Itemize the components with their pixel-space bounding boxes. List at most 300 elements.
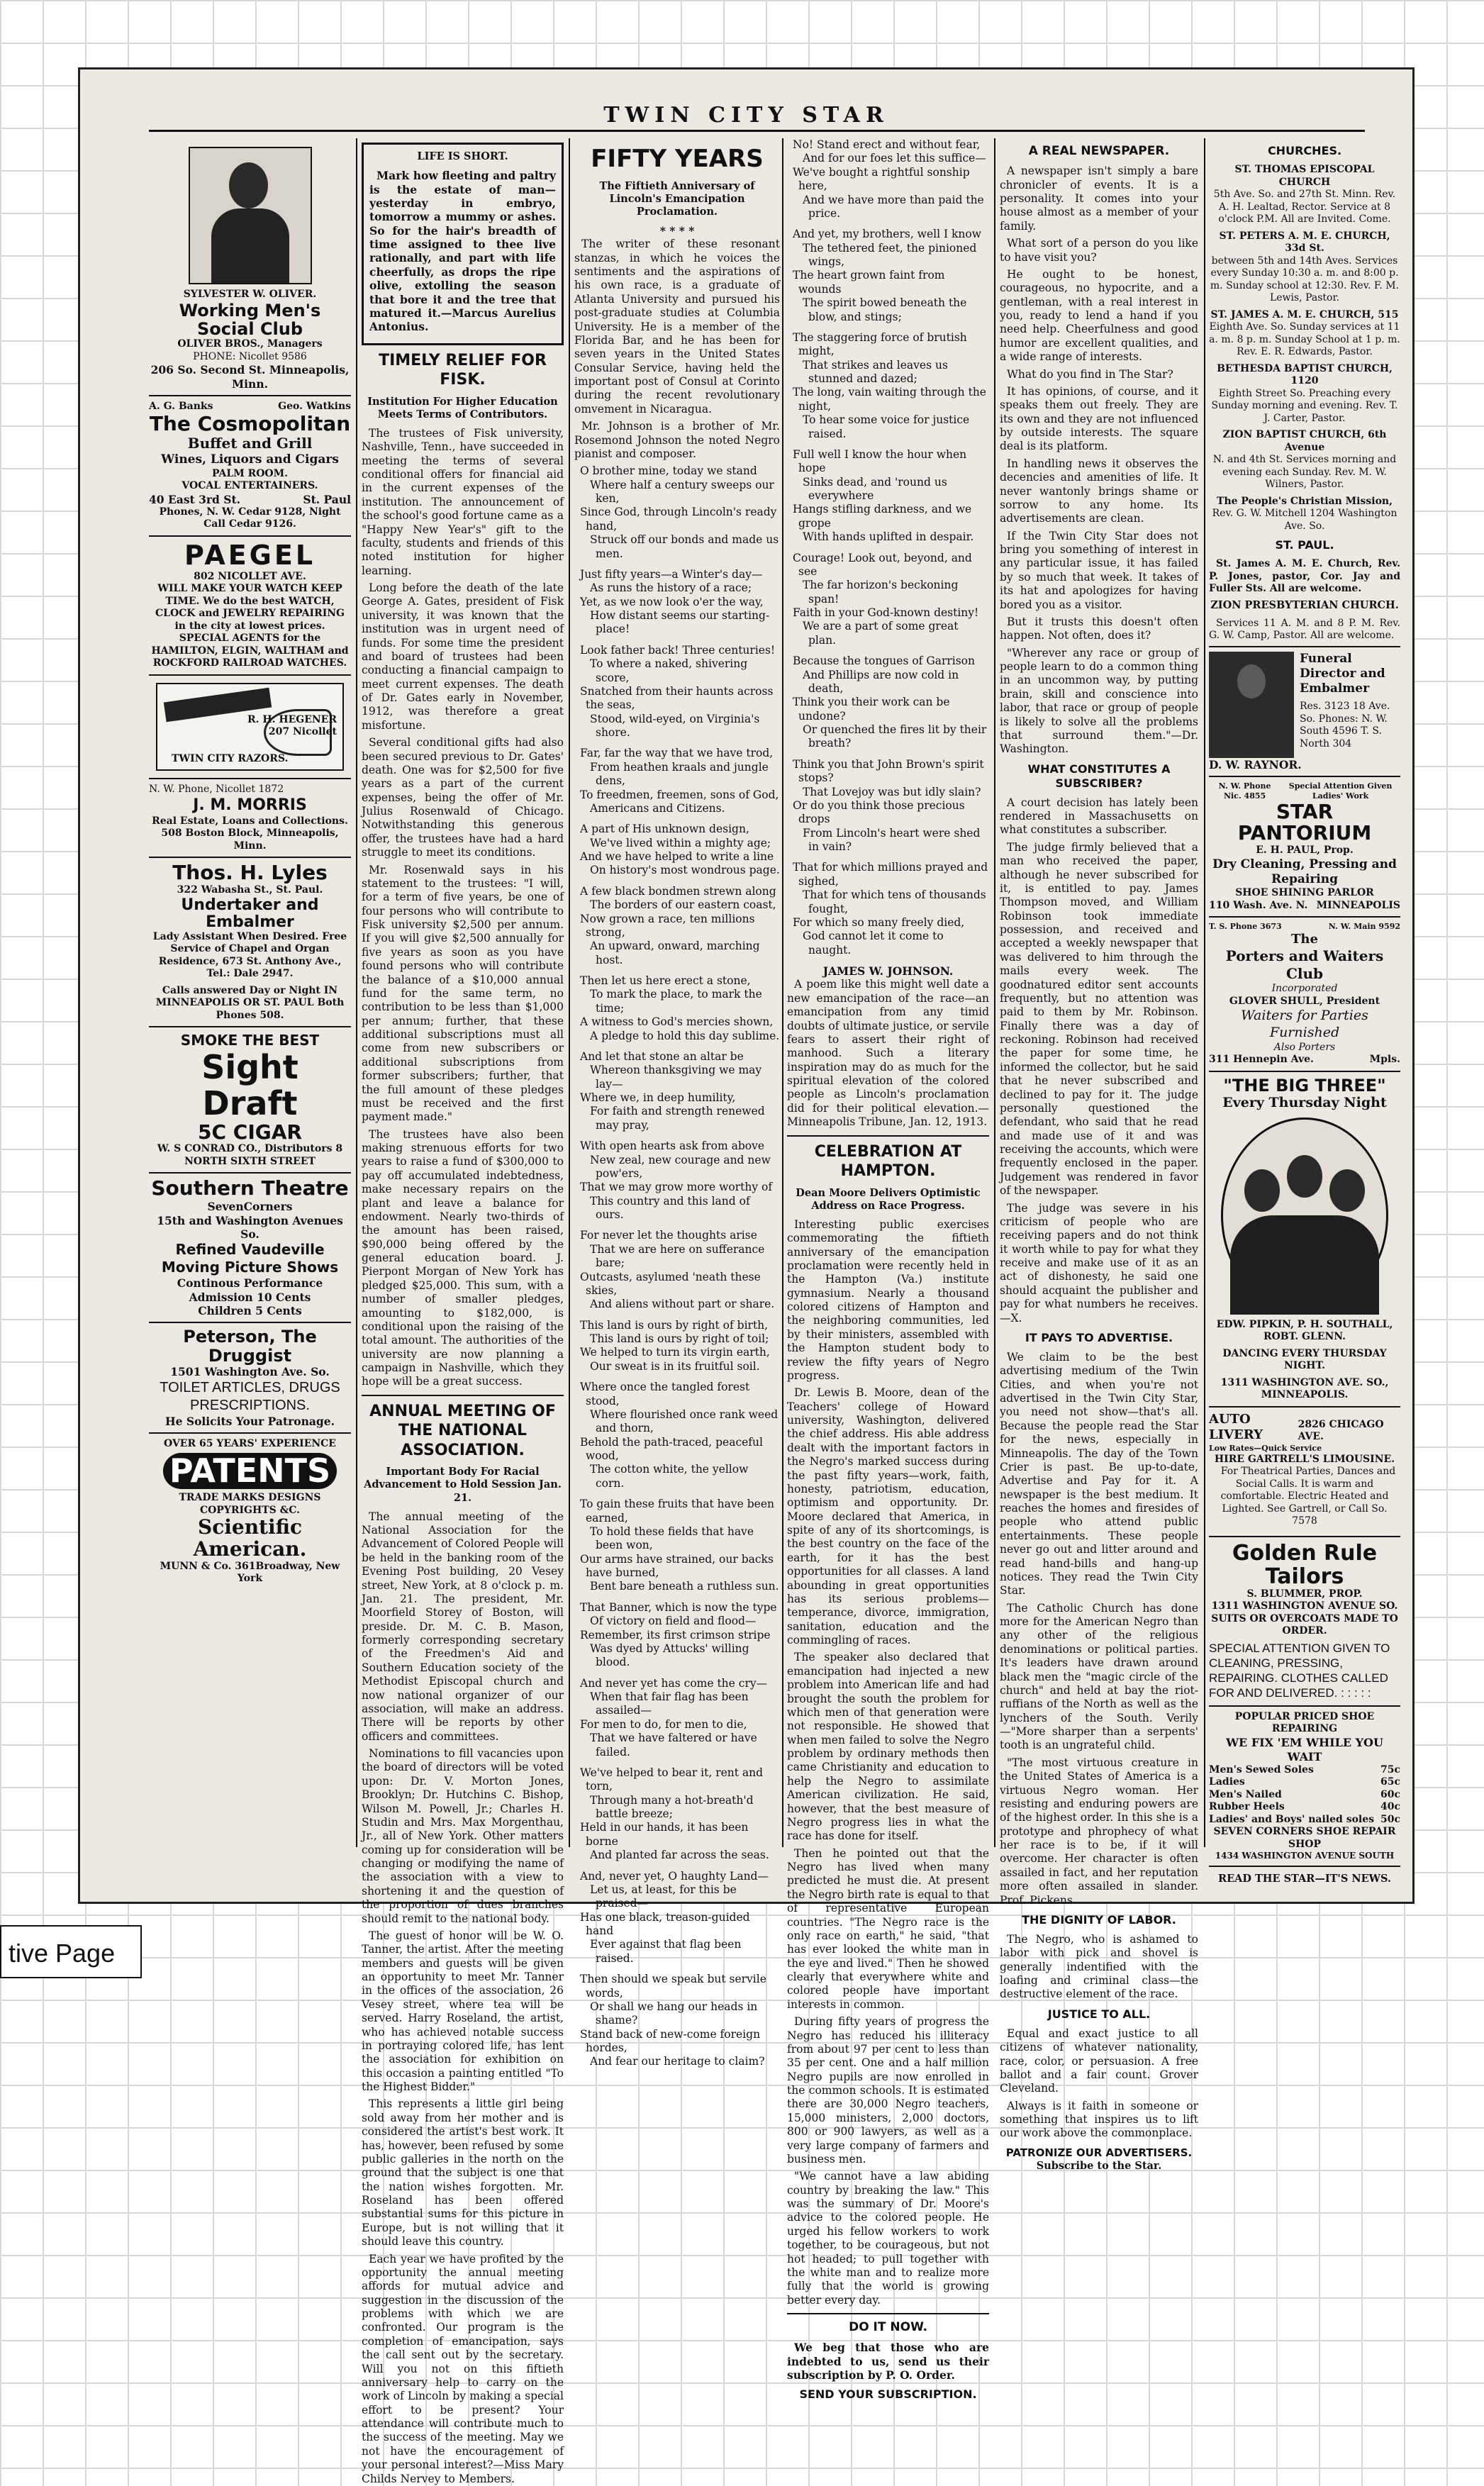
poem-line: Think you that John Brown's spirit stops?	[793, 757, 984, 785]
conrad-line: W. S CONRAD CO., Distributors 8 NORTH SIXTH STREET	[157, 1143, 343, 1167]
paragraph: Dr. Lewis B. Moore, dean of the Teachers' college of Howard university, Washington, delivered the chief address. His able address dealt with the important factors in the Negro's marked success during the past fifty years—work, faith, honesty, patriotism, education, optimism and opportunity. Dr. Moore declared that America, in spite of any of its shortcomings, is the best country on the face of the earth, for it has the best opportunities for all classes. A land abounding in great opportunities has its serious problems—temperance, divorce, immigration, sanitation, education and the commingling of races.	[787, 1386, 989, 1646]
shoe-price-row	[1209, 1789, 1400, 1802]
theatre-line: Refined Vaudeville	[175, 1241, 325, 1259]
cosmo-city: St. Paul	[303, 492, 351, 506]
shoe-item: Rubber Heels	[1209, 1801, 1285, 1813]
poem-line: Has one black, treason-guided hand	[580, 1910, 750, 1937]
peterson-text: TOILET ARTICLES, DRUGS PRESCRIPTIONS.	[160, 1379, 340, 1413]
church-text: N. and 4th St. Services morning and evening each Sunday. Rev. M. W. Wilners, Pastor.	[1212, 454, 1397, 490]
poem-line: Sinks dead, and 'round us everywhere	[803, 475, 947, 502]
poem-line: Courage! Look out, beyond, and see	[793, 551, 972, 578]
poem-line: Look father back! Three centuries!	[580, 643, 776, 657]
lyles-trade: Undertaker and Embalmer	[181, 896, 319, 931]
lyles-text: Lady Assistant When Desired. Free Service of Chapel and Organ Residence, 673 St. Anthony Ave., Tel.: Dale 2947.	[152, 930, 347, 980]
poem-line: Far, far the way that we have trod,	[580, 747, 774, 760]
poem-line: That Lovejoy was but idly slain?	[803, 785, 981, 798]
ad-paegel	[149, 537, 351, 676]
poem-line: Faith in your God-known destiny!	[793, 606, 979, 619]
poem-line: No! Stand erect and without fear,	[793, 138, 981, 151]
poem-line: Our arms have strained, our backs have burned,	[580, 1552, 774, 1579]
paragraph: The judge firmly believed that a man who received the paper, although he never subscribed for it, is entitled to pay. James Thompson moved, and William Robinson took immediate possession, and received and accepted a weekly newspaper that was delivered to him through the mails every week. The goodnatured editor sent accounts frequently, but no attention was paid to them by Mr. Robinson. Finally there was a day of reckoning. Robinson had received the paper for some time, he informed the collector, but he said that he never subscribed and declined to pay for it. The judge personally questioned the defendant, who said that he read and made use of it and was receiving the accounts, which were frequently enclosed in the paper. Judgement was rendered in favor of the newspaper.	[1000, 840, 1198, 1198]
golden-title: Golden Rule Tailors	[1232, 1540, 1378, 1589]
column-divider	[782, 138, 783, 1847]
article-body	[1000, 165, 1198, 756]
poem-line: When that fair flag has been assailed—	[590, 1690, 749, 1717]
poem-line: And never yet has come the cry—	[580, 1676, 768, 1690]
paragraph: Interesting public exercises commemorating the fiftieth anniversary of the emancipation proclamation were recently held in the Hampton (Va.) institute gymnasium. Nearly a thousand colored citizens of Hampton and the neighboring communities, led by their ministers, assembled with the Hampton student body to review the fifty years of Negro progress.	[787, 1217, 989, 1382]
poem-line: Because the tongues of Garrison	[793, 654, 975, 668]
patronize-line: PATRONIZE OUR ADVERTISERS.	[1005, 2146, 1193, 2159]
article-body	[362, 427, 564, 1389]
poem-line: Full well I know the hour when hope	[793, 447, 967, 475]
photo-caption: SYLVESTER W. OLIVER.	[183, 289, 317, 300]
paragraph: The writer of these resonant stanzas, in which he voices the sentiments and the aspirations of his own race, is a graduate of Atlanta University and pursued his post-graduate studies at Columbia University. He is a member of the Florida Bar, and he has been for seven years in the United States Consular Service, having held the important post of Consul at Corinto during the recent revolutionary omvement in Nicaragua.	[574, 238, 780, 416]
livery-title: AUTO LIVERY	[1209, 1411, 1263, 1443]
poem-line: Of victory on field and flood—	[590, 1615, 757, 1628]
star-city: MINNEAPOLIS	[1316, 899, 1400, 911]
column-divider	[356, 138, 357, 1847]
poem-line: This land is ours by right of toil;	[590, 1332, 769, 1345]
poem-line: Outcasts, asylumed 'neath these skies,	[580, 1270, 761, 1297]
article-headline: THE DIGNITY OF LABOR.	[1022, 1912, 1176, 1927]
poem-line: To hear some voice for justice raised.	[803, 413, 970, 440]
shoe-price-row	[1209, 1801, 1400, 1814]
life-is-short-box	[362, 143, 564, 345]
paragraph: The speaker also declared that emancipation had injected a new problem into American life and had brought the south the problem for which men of that generation were not responsible. He showed that when men failed to solve the Negro problem by ordinary methods then came Christianity and education to help the Negro to assimilate American civilization. He said, however, that the best measure of Negro progress lies in what the race has done for itself.	[787, 1651, 989, 1843]
ad-big-three	[1209, 1072, 1400, 1408]
article-headline: ANNUAL MEETING OF THE NATIONAL ASSOCIATION.	[369, 1402, 556, 1459]
big-three-title: "THE BIG THREE"	[1223, 1075, 1386, 1096]
poem-line: Was dyed by Attucks' willing blood.	[590, 1641, 749, 1669]
poem-line: Ever against that flag been raised.	[590, 1938, 742, 1965]
shoe-item: Men's Nailed	[1209, 1788, 1282, 1800]
morris-phone: N. W. Phone, Nicollet 1872	[149, 783, 284, 795]
poem-line: To where a naked, shivering score,	[590, 657, 748, 684]
porters-the: The	[1291, 931, 1318, 947]
poem-line: The borders of our eastern coast,	[590, 898, 776, 912]
smoke-line: SMOKE THE BEST	[180, 1032, 320, 1049]
column-divider	[1204, 138, 1205, 1847]
paragraph: The trustees of Fisk university, Nashville, Tenn., have succeeded in meeting the terms of several conditional offers for financial aid in the current expenses of the institution. The announcement of the school's good fortune came as a "Happy New Year's" gift to the faculty, students and friends of this noted institution for higher learning.	[362, 426, 564, 577]
star-phone: N. W. Phone Nic. 4855	[1218, 781, 1271, 801]
poem-line: New zeal, new courage and new pow'ers,	[590, 1153, 771, 1180]
peterson-solicit: He Solicits Your Patronage.	[164, 1414, 335, 1428]
shoe-item: Ladies	[1209, 1776, 1245, 1788]
paragraph: Equal and exact justice to all citizens of whatever nationality, race, color, or persuasion. A free ballot and a fair count. Grover Cleveland.	[1000, 2027, 1198, 2095]
paragraph: "The most virtuous creature in the United States of America is a virtuous Negro woman. Her resisting and enduring powers are of the highest order. In this she is a prototype and phrophecy of what her race is to be, if it will overcome. Her character is often assailed in fact, and her reputation more often assailed in slander. Prof. Pickens.	[1000, 1756, 1198, 1907]
church-name: ST. JAMES A. M. E. CHURCH, 515	[1210, 308, 1399, 320]
poem-line: To mark the place, to mark the time;	[590, 988, 762, 1015]
masthead-rule	[149, 130, 1365, 132]
paragraph: Nominations to fill vacancies upon the board of directors will be voted upon: Dr. V. Morton Jones, Brooklyn; Dr. Hutchins C. Bishop, Wilson M. Powell, Jr.; Charles H. Studin and Mrs. Max Morgenthau, Jr., all of New York. Other matters coming up for consideration will be changing or modifying the name of the association with a view to shortening it and the question of the proportion of dues branches should remit to the national body.	[362, 1747, 564, 1925]
church-name: BETHESDA BAPTIST CHURCH, 1120	[1217, 362, 1393, 386]
paragraph: We claim to be the best advertising medium of the Twin Cities, and when you're not advertised in the Twin City Star, you need not show—that's all. Because the people read the Star for the news, especially in Minneapolis. The day of the Town Crier is past. Be up-to-date, Advertise and Pay for it. A newspaper is the best medium. It reaches the homes and firesides of people who attend public entertainments. These people never go out and litter around and read hand-bills and hang-up notices. They read the Twin City Star.	[1000, 1350, 1198, 1598]
ad-cosmopolitan	[149, 396, 351, 537]
paragraph: Mr. Johnson is a brother of Mr. Rosemond Johnson the noted Negro pianist and composer.	[574, 420, 780, 460]
porters-inc: Incorporated	[1271, 983, 1338, 995]
paegel-address: 802 NICOLLET AVE.	[194, 570, 306, 582]
poem-line: Behold the path-traced, peaceful wood,	[580, 1435, 763, 1462]
porters-phone: T. S. Phone 3673	[1209, 922, 1282, 932]
poem-line: Hangs stifling darkness, and we grope	[793, 503, 972, 530]
shoe-item: Men's Sewed Soles	[1209, 1763, 1314, 1776]
poem-line: On history's most wondrous page.	[590, 864, 780, 877]
poem-line: Whereon thanksgiving we may lay—	[590, 1064, 762, 1091]
sciam-title: Scientific American.	[193, 1515, 307, 1561]
ad-peterson	[149, 1323, 351, 1434]
send-subscription: SEND YOUR SUBSCRIPTION.	[799, 2387, 977, 2402]
theatre-line: Admission 10 Cents	[189, 1290, 311, 1304]
lyles-calls: Calls answered Day or Night IN MINNEAPOLIS OR ST. PAUL Both Phones 508.	[155, 984, 345, 1021]
read-the-star: READ THE STAR—IT'S NEWS.	[1218, 1873, 1391, 1885]
column-4	[787, 138, 989, 2402]
poem-line: For which so many freely died,	[793, 915, 965, 929]
shoe-price-row	[1209, 1814, 1400, 1827]
patents-experience: OVER 65 YEARS' EXPERIENCE	[164, 1437, 336, 1449]
razor-sub: TWIN CITY RAZORS.	[172, 753, 289, 765]
paegel-title: PAEGEL	[184, 539, 316, 571]
paragraph: The Catholic Church has done more for the American Negro than any other of the religious denominations or political parties. It's leaders have drawn around black men the "magic circle of the church" and held at bay the riot-ruffians of the North as well as the lynchers of the South. Verily—"More sharper than a serpents' tooth is an ungrateful child.	[1000, 1601, 1198, 1752]
ad-star-pantorium	[1209, 777, 1400, 918]
shoe-title: POPULAR PRICED SHOE REPAIRING	[1234, 1710, 1375, 1735]
poem-line: For faith and strength renewed may pray,	[590, 1105, 765, 1132]
poem-line: That for which tens of thousands fought,	[803, 888, 986, 915]
big-three-photo	[1221, 1117, 1388, 1313]
shoe-fix: WE FIX 'EM WHILE YOU WAIT	[1226, 1735, 1383, 1763]
paragraph: What sort of a person do you like to have visit you?	[1000, 237, 1198, 264]
paragraph: During fifty years of progress the Negro has reduced his illiteracy from about 97 per cent to less than 35 per cent. One and a half million Negro pupils are now enrolled in the common schools. It is estimated there are 30,000 Negro teachers, 15,000 ministers, 2,000 doctors, 800 or 900 lawyers, as well as a very large company of farmers and business men.	[787, 2015, 989, 2166]
poem-line: Now grown a race, ten millions strong,	[580, 912, 755, 939]
poem-line: The spirit bowed beneath the blow, and stings;	[803, 296, 967, 323]
column-3: FIFTY YEARS The Fiftieth Anniversary of Lincoln's Emancipation Proclamation. * * * * The writer of these resonant stanzas, in which he voices the sentiments and the aspirations of his own race, is a graduate of Atlanta University and pursued his post-graduate studies at Columbia University. He is a member of the Florida Bar, and he has been for seven years in the United States Consular Service, having held the important post of Consul at Corinto during the recent revolutionary omvement in Nicaragua. Mr. Johnson is a brother of Mr. Rosemond Johnson the noted Negro pianist and composer. O brother mine, today we stand Where half a century sweeps our ken, Since God, through Lincoln's ready hand, Struck off our bonds and made us men. Just fifty years—a Winter's day— As runs the history of a race; Yet, as we now look o'er the way, How distant seems our starting-place! Look father back! Three centuries! To where a naked, shivering score, Snatched from their haunts across the seas, Stood, wild-eyed, on Virginia's shore. Far, far the way that we have trod, From heathen kraals and jungle dens, To freedmen, freemen, sons of God, Americans and Citizens. A part of His unknown design, We've lived within a mighty age; And we have helped to write a line On history's most wondrous page. A few black bondmen strewn along The borders of our eastern coast, Now grown a race, ten millions strong, An upward, onward, marching host. Then let us here erect a stone, To mark the place, to mark the time; A witness to God's mercies shown, A pledge to hold this day sublime. And let that stone an altar be Whereon thanksgiving we may lay— Where we, in deep humility, For faith and strength renewed may pray, With open hearts ask from above New zeal, new courage and new pow'ers, That we may grow more worthy of This country and this land of ours. For never let the thoughts arise That we are here on sufferance bare; Outcasts, asylumed 'neath these skies, And aliens without part or share. This land is ours by right of birth, This land is ours by right of toil; We helped to turn its virgin earth, Our sweat is in its fruitful soil. Where once the tangled forest stood, Where flourished once rank weed and thorn, Behold the path-traced, peaceful wood, The cotton white, the yellow corn. To gain these fruits that have been earned, To hold these fields that have been won, Our arms have strained, our backs have burned, Bent bare beneath a ruthless sun. That Banner, which is now the type Of victory on field and flood— Remember, its first crimson stripe Was dyed by Attucks' willing blood. And never yet has come the cry— When that fair flag has been assailed— For men to do, for men to die, That we have faltered or have failed. We've helped to bear it, rent and torn, Through many a hot-breath'd battle breeze; Held in our hands, it has been borne And planted far across the seas. And, never yet, O haughty Land— Let us, at least, for this be praised— Has one black, treason-guided hand Ever against that flag been raised. Then should we speak but servile words, Or shall we hang our heads in shame? Stand back of new-come foreign hordes, And fear our heritage to claim?	[574, 145, 780, 2068]
poem-line: And, never yet, O haughty Land—	[580, 1869, 769, 1883]
ad-morris	[149, 779, 351, 859]
star-address: 110 Wash. Ave. N.	[1209, 899, 1308, 911]
theatre-line: SevenCorners	[207, 1200, 293, 1214]
golden-prop: S. BLUMMER, PROP.	[1246, 1588, 1363, 1600]
article-headline: CELEBRATION AT HAMPTON.	[814, 1142, 962, 1180]
peterson-title: Peterson, The Druggist	[183, 1327, 317, 1366]
poem-line: A witness to God's mercies shown,	[580, 1015, 774, 1029]
paegel-text: WILL MAKE YOUR WATCH KEEP TIME. We do the best WATCH, CLOCK and JEWELRY REPAIRING in the city at lowest prices. SPECIAL AGENTS for the HAMILTON, ELGIN, WALTHAM and ROCKFORD RAILROAD WATCHES.	[151, 583, 349, 669]
shoe-price-list	[1209, 1764, 1400, 1827]
paragraph: A newspaper isn't simply a bare chronicler of events. It is a personality. It comes into your house almost as a member of your family.	[1000, 165, 1198, 233]
theatre-line: Children 5 Cents	[198, 1304, 302, 1318]
poem-line: To hold these fields that have been won,	[590, 1525, 754, 1552]
shoe-price: 40c	[1380, 1801, 1400, 1813]
paragraph: The trustees have also been making strenuous efforts for two years to raise a fund of $300,000 to pay off accumulated indebtedness, make necessary repairs on the plant and leave a balance for endowment. Nearly two-thirds of the amount has been raised, $90,000 being offered by the general education board. J. Pierpont Morgan of New York has pledged $25,000. This sum, with a number of smaller pledges, amounting to $182,000, is conditional upon the raising of the total amount. The authorities of the university are now planning a campaign in Nashville, which they hope will be a great success.	[362, 1127, 564, 1388]
poem-line: With hands uplifted in despair.	[803, 530, 974, 544]
paragraph: In handling news it observes the decencies and amenities of life. It never wantonly brings shame or sorrow to any home. Its advertisements are clean.	[1000, 457, 1198, 525]
church-list	[1209, 164, 1400, 533]
poem-line: As runs the history of a race;	[590, 581, 752, 595]
poem-line: Where we, in deep humility,	[580, 1091, 736, 1104]
article-body	[1000, 1351, 1198, 1907]
poem-line: That for which millions prayed and sighed,	[793, 861, 988, 888]
paragraph: Then he pointed out that the Negro has lived when many predicted he must die. At present the Negro birth rate is equal to that of representative European countries. "The Negro race is the only race on earth," he said, "that has ever looked the white man in the eye and lived." Then he showed clearly that everywhere white and colored people have important interests in common.	[787, 1846, 989, 2011]
poem-line: We've helped to bear it, rent and torn,	[580, 1766, 764, 1793]
church-name: ST. THOMAS EPISCOPAL CHURCH	[1234, 164, 1375, 188]
theatre-title: Southern Theatre	[151, 1176, 349, 1200]
poem-line: The cotton white, the yellow corn.	[590, 1463, 749, 1490]
poem-intro	[574, 238, 780, 461]
poem-line: That strikes and leaves us stunned and dazed;	[803, 358, 948, 385]
poem-line: The tethered feet, the pinioned wings,	[803, 241, 977, 268]
big-three-sub: Every Thursday Night	[1222, 1095, 1387, 1111]
ad-sight-draft	[149, 1027, 351, 1174]
ad-lyles	[149, 858, 351, 1027]
porters-phone: N. W. Main 9592	[1328, 922, 1400, 932]
shoe-price: 50c	[1380, 1813, 1400, 1825]
poem-line: Our sweat is in its fruitful soil.	[590, 1359, 760, 1373]
lyles-address: 322 Wabasha St., St. Paul.	[177, 884, 323, 896]
st-paul-text: St. James A. M. E. Church, Rev. P. Jones, pastor, Cor. Jay and Fuller Sts. All are welcome.	[1209, 558, 1400, 594]
poem-line: Think you their work can be undone?	[793, 696, 950, 723]
paragraph: A court decision has lately been rendered in Massachusetts on what constitutes a subscriber.	[1000, 796, 1198, 837]
poem-line: Let us, at least, for this be praised—	[590, 1883, 737, 1910]
article-body	[787, 1218, 989, 2307]
porters-also: Also Porters	[1273, 1041, 1336, 1053]
club-managers: OLIVER BROS., Managers	[177, 338, 323, 350]
poem-line: We are a part of some great plan.	[803, 620, 959, 647]
paragraph: He ought to be honest, courageous, no hypocrite, and a gentleman, with a real interest in you, ready to lend a hand if you need help. Cheerfulness and good humor are excellent qualities, and a wide range of interests.	[1000, 267, 1198, 364]
poem-commentary: A poem like this might well date a new emancipation of the race—an emancipation from any timid doubts of ultimate justice, or servile fears to assert their right of manhood. Such a literary inspiration may do as much for the spiritual elevation of the colored people as Lincoln's proclamation did for their political elevation.—Minneapolis Tribune, Jan. 12, 1913.	[787, 978, 989, 1129]
poem-line: How distant seems our starting-place!	[590, 609, 770, 636]
poem-author: JAMES W. JOHNSON.	[822, 964, 954, 978]
poem-line: Through many a hot-breath'd battle breeze;	[590, 1793, 754, 1820]
page-tab[interactable]: tive Page	[0, 1925, 142, 1978]
poem-line: Since God, through Lincoln's ready hand,	[580, 506, 777, 533]
morris-address: 508 Boston Block, Minneapolis, Minn.	[161, 827, 339, 852]
porters-waiters: Waiters for Parties Furnished	[1241, 1008, 1368, 1041]
cosmo-phones: Phones, N. W. Cedar 9128, Night Call Cedar 9126.	[159, 506, 341, 530]
article-body	[362, 1510, 564, 2486]
poem-line: With open hearts ask from above	[580, 1139, 765, 1153]
poem-line: The staggering force of brutish might,	[793, 330, 967, 358]
zion-pres-text: Services 11 A. M. and 8 P. M. Rev. G. W. Camp, Pastor. All are welcome.	[1209, 617, 1400, 642]
club-phone: PHONE: Nicollet 9586	[193, 350, 307, 362]
cigar-line: 5C CIGAR	[198, 1120, 302, 1144]
church-name: ST. PETERS A. M. E. CHURCH, 33d St.	[1219, 230, 1390, 254]
poem-line: Struck off our bonds and made us men.	[590, 533, 779, 560]
poem-line: Americans and Citizens.	[590, 801, 725, 815]
church-entry	[1209, 164, 1400, 226]
poem-line: For men to do, for men to die,	[580, 1717, 747, 1731]
church-entry	[1209, 496, 1400, 533]
cosmo-address: 40 East 3rd St.	[149, 492, 241, 506]
poem-line: That Banner, which is now the type	[580, 1600, 777, 1614]
paragraph: This represents a little girl being sold away from her mother and is considered the artist's best work. It has, however, been refused by some public galleries in the north on the ground that the subject is one that the nation wishes forgotten. Mr. Roseland has been offered substantial sums for this picture in Europe, but is not willing that it should leave this country.	[362, 2097, 564, 2248]
column-5	[1000, 138, 1198, 2172]
livery-address: 2826 CHICAGO AVE.	[1298, 1418, 1384, 1443]
paragraph: If the Twin City Star does not bring you something of interest in any particular issue, it has failed by so much that week. It takes of its hat and apologizes for having bored you as a visitor.	[1000, 529, 1198, 611]
poem-line: And fear our heritage to claim?	[590, 2055, 765, 2068]
paragraph: "We cannot have a law abiding country by breaking the law." This was the summary of Dr. Moore's advice to the colored people. He urged his fellow workers to work together, to be courageous, but not hot headed; to pull together with the white man and to realize more fully that the world is growing better every day.	[787, 2170, 989, 2307]
portrait-photo	[189, 147, 312, 284]
name-left: A. G. Banks	[149, 401, 213, 413]
razor-address: 207 Nicollet	[268, 726, 337, 738]
poem-line: Then should we speak but servile words,	[580, 1973, 766, 2000]
poem-line: That we have faltered or have failed.	[590, 1732, 757, 1758]
poem-line: Or shall we hang our heads in shame?	[590, 2000, 758, 2027]
paragraph: Long before the death of the late George A. Gates, president of Fisk university, it was known that the institution was in urgent need of funds. For some time the president and board of trustees had been conducting a financial campaign to meet current expenses. The death of Dr. Gates early in November, 1912, was therefore a great misfortune.	[362, 581, 564, 732]
poem-line: And we have more than paid the price.	[803, 193, 984, 220]
poem-line: God cannot let it come to naught.	[803, 930, 944, 957]
ad-southern-theatre	[149, 1174, 351, 1323]
club-address: 206 So. Second St. Minneapolis, Minn.	[150, 363, 350, 391]
poem-line: Or do you think those precious drops	[793, 798, 965, 826]
shoe-address: 1434 WASHINGTON AVENUE SOUTH	[1215, 1851, 1395, 1861]
newspaper-page	[78, 67, 1415, 2485]
shoe-price-row	[1209, 1764, 1400, 1777]
poem-line: Yet, as we now look o'er the way,	[580, 595, 764, 608]
poem-line: The long, vain waiting through the night,	[793, 386, 986, 413]
poem-line: A part of His unknown design,	[580, 823, 749, 836]
column-1-ads	[149, 138, 351, 1854]
poem-line: An upward, onward, marching host.	[590, 940, 760, 966]
article-subhead: Dean Moore Delivers Optimistic Address on Race Progress.	[796, 1186, 981, 1212]
poem-line: Where once the tangled forest stood,	[580, 1381, 750, 1408]
ad-raynor	[1209, 646, 1400, 777]
morris-title: J. M. MORRIS	[193, 796, 307, 815]
poem-subtitle: The Fiftieth Anniversary of Lincoln's Emancipation Proclamation.	[599, 179, 755, 218]
poem-line: This land is ours by right of birth,	[580, 1318, 769, 1332]
razor-illustration	[156, 683, 344, 771]
poem-line: And we have helped to write a line	[580, 850, 774, 863]
zion-pres-head: ZION PRESBYTERIAN CHURCH.	[1210, 598, 1399, 611]
sight-draft-title: Sight Draft	[201, 1048, 299, 1123]
poem-stanzas	[793, 138, 989, 957]
poem-line: And for our foes let this suffice—	[803, 152, 986, 165]
lyles-title: Thos. H. Lyles	[172, 861, 328, 885]
church-name: The People's Christian Mission,	[1217, 495, 1393, 507]
poem-line: Bent bare beneath a ruthless sun.	[590, 1580, 779, 1593]
do-it-now-text: We beg that those who are indebted to us, send us their subscription by P. O. Order.	[787, 2341, 989, 2382]
poem-line: A pledge to hold this day sublime.	[590, 1029, 780, 1042]
shoe-price: 60c	[1380, 1788, 1400, 1800]
paragraph: The guest of honor will be W. O. Tanner, the artist. After the meeting members and guests will be given an opportunity to meet Mr. Tanner in the offices of the association, 26 Vesey street, where tea will be served. Harry Roseland, the artist, who has achieved notable success in portraying colored life, has lent the association for exhibition on this occasion a painting entitled "To the Highest Bidder."	[362, 1929, 564, 2093]
poem-line: And aliens without part or share.	[590, 1298, 775, 1311]
poem-line: Snatched from their haunts across the seas,	[580, 684, 774, 712]
cosmo-line: PALM ROOM.	[212, 467, 288, 479]
church-entry	[1209, 363, 1400, 425]
article-body	[1000, 796, 1198, 1325]
poem-line: This country and this land of ours.	[590, 1194, 750, 1221]
article-headline: JUSTICE TO ALL.	[1047, 2007, 1151, 2021]
theatre-line: Moving Picture Shows	[161, 1259, 339, 1276]
poem-line: Just fifty years—a Winter's day—	[580, 567, 763, 581]
poem-line: Or quenched the fires lit by their breath?	[803, 723, 987, 750]
porters-title: Porters and Waiters Club	[1225, 947, 1384, 983]
st-paul-head: ST. PAUL.	[1275, 538, 1334, 552]
porters-city: Mpls.	[1369, 1054, 1400, 1066]
livery-sub: Low Rates—Quick Service	[1209, 1443, 1322, 1453]
star-shoe: SHOE SHINING PARLOR	[1235, 887, 1374, 899]
church-entry	[1209, 429, 1400, 491]
poem-line: A few black bondmen strewn along	[580, 884, 776, 898]
poem-line: Stand back of new-come foreign hordes,	[580, 2027, 761, 2054]
livery-text: For Theatrical Parties, Dances and Social Calls. It is warm and comfortable. Electric Heated and Lighted. See Gartrell, or Call So. 7578	[1220, 1466, 1396, 1527]
column-divider	[569, 138, 570, 1847]
church-text: Rev. G. W. Mitchell 1204 Washington Ave. So.	[1212, 508, 1397, 532]
big-three-names: EDW. PIPKIN, P. H. SOUTHALL, ROBT. GLENN.	[1216, 1318, 1393, 1343]
paragraph: Always is it faith in someone or something that inspires us to lift our work above the commonplace.	[1000, 2099, 1198, 2140]
masthead: TWIN CITY STAR	[603, 103, 889, 128]
munn-line: MUNN & Co. 361Broadway, New York	[160, 1560, 340, 1585]
shoe-item: Ladies' and Boys' nailed soles	[1209, 1813, 1375, 1825]
paragraph: Each year we have profited by the opportunity the annual meeting affords for mutual advice and suggestion in the discussion of the problems with which we are confronted. Our program is the completion of emancipation, says the call sent out by the secretary. Will you not on this fiftieth anniversary help to carry on the work of Lincoln by making a special effort to be present? Your attendance will contribute much to the success of the meeting. May we not have the encouragement of your personal interest?—Miss Mary Childs Nervey to Members.	[362, 2252, 564, 2485]
raynor-name: D. W. RAYNOR.	[1209, 757, 1302, 771]
article-headline: A REAL NEWSPAPER.	[1028, 144, 1170, 158]
poem-line: And let that stone an altar be	[580, 1049, 744, 1063]
poem-line: Held in our hands, it has been borne	[580, 1821, 749, 1848]
raynor-title: Funeral Director and Embalmer	[1300, 651, 1385, 696]
paragraph: "Wherever any race or group of people learn to do a common thing in an uncommon way, by putting brain, skill and conscience into labor, that race or group of people is likely to solve all the problems that surround them."—Dr. Washington.	[1000, 646, 1198, 756]
poem-line: And yet, my brothers, well I know	[793, 228, 981, 241]
paragraph: Several conditional gifts had also been secured previous to Dr. Gates' death. One was for $2,500 for five years as a part of the current expenses, being the offer of Mr. Julius Rosenwald of Chicago. Notwithstanding this generous offer, the trustees have had a hard struggle to meet its conditions.	[362, 736, 564, 859]
poem-line: To freedmen, freemen, sons of God,	[580, 788, 779, 801]
shoe-shop: SEVEN CORNERS SHOE REPAIR SHOP	[1213, 1826, 1396, 1850]
poem-line: To gain these fruits that have been earned,	[580, 1498, 774, 1525]
peterson-address: 1501 Washington Ave. So.	[170, 1365, 330, 1379]
ad-porters-club	[1209, 918, 1400, 1072]
golden-suits: SUITS OR OVERCOATS MADE TO ORDER.	[1211, 1612, 1398, 1637]
paragraph: Mr. Rosenwald says in his statement to the trustees: "I will, for a term of five years, be one of four persons who will contribute to Fisk university $2,500 per annum. If you will give $2,500 annually for five years as soon as you have found persons who will contribute the balance of a $10,000 annual fund for the same term, no contribution to be less than $1,000 per annum; further, that these additional subscriptions must all come from new subscribers or additional subscriptions from former subscribers; further, that the full amount of these pledges must be received and the first payment made."	[362, 863, 564, 1124]
poem-line: That we are here on sufferance bare;	[590, 1242, 765, 1270]
star-prop: E. H. PAUL, Prop.	[1256, 845, 1354, 857]
church-entry	[1209, 309, 1400, 359]
poem-line: Where half a century sweeps our ken,	[590, 478, 774, 505]
morris-line: Real Estate, Loans and Collections.	[152, 815, 348, 827]
church-text: between 5th and 14th Aves. Services every Sunday 10:30 a. m. and 8:00 p. m. Sunday school at 12:30. Rev. F. M. Lewis, Pastor.	[1210, 255, 1400, 303]
church-entry	[1209, 230, 1400, 305]
poem-line: O brother mine, today we stand	[580, 464, 757, 478]
ad-social-club	[149, 138, 351, 396]
shoe-price: 75c	[1380, 1763, 1400, 1776]
article-headline: IT PAYS TO ADVERTISE.	[1025, 1330, 1173, 1344]
box-title: LIFE IS SHORT.	[417, 150, 508, 162]
golden-address: 1311 WASHINGTON AVENUE SO.	[1211, 1600, 1398, 1612]
cosmo-title: The Cosmopolitan	[149, 411, 351, 435]
article-subhead: Important Body For Racial Advancement to Hold Session Jan. 21.	[364, 1466, 562, 1504]
church-text: Eighth Street So. Preaching every Sunday morning and evening. Rev. T. J. Carter, Pastor.	[1211, 387, 1398, 424]
church-text: Eighth Ave. So. Sunday services at 11 a. m. 8 p. m. Sunday School at 1 p. m. Rev. E. R. Edwards, Pastor.	[1209, 321, 1400, 357]
poem-line: We helped to turn its virgin earth,	[580, 1346, 770, 1359]
name-right: Geo. Watkins	[278, 401, 351, 413]
article-body: The Negro, who is ashamed to labor with pick and shovel is generally indentified with the loafing and criminal class—the destructive element of the race.	[1000, 1932, 1198, 2001]
paragraph: The judge was severe in his criticism of people who are receiving papers and do not think it worth while to pay for what they receive and make use of it as an act of dishonesty, he said one should acquaint the publisher and pay for what numbers he receives.—X.	[1000, 1201, 1198, 1325]
theatre-line: 15th and Washington Avenues So.	[157, 1213, 343, 1241]
church-text: 5th Ave. So. and 27th St. Minn. Rev. A. H. Lealtad, Rector. Service at 8 o'clock P.M. All are Invited. Come.	[1213, 189, 1396, 225]
cosmo-line: VOCAL ENTERTAINERS.	[182, 480, 318, 492]
ad-auto-livery	[1209, 1408, 1400, 1537]
porters-pres: GLOVER SHULL, President	[1229, 995, 1380, 1007]
porters-address: 311 Hennepin Ave.	[1209, 1054, 1314, 1066]
poem-line: Remember, its first crimson stripe	[580, 1628, 771, 1641]
poem-line: We've bought a rightful sonship here,	[793, 165, 970, 193]
church-name: ZION BAPTIST CHURCH, 6th Avenue	[1222, 429, 1387, 453]
ad-razor	[149, 676, 351, 779]
poem-line: The far horizon's beckoning span!	[803, 579, 959, 606]
paragraph: It has opinions, of course, and it speaks them out freely. They are its own and they are not influenced by outside interests. The square deal is its platform.	[1000, 384, 1198, 453]
poem-line: Stood, wild-eyed, on Virginia's shore.	[590, 712, 760, 739]
patents-tm: TRADE MARKS DESIGNS COPYRIGHTS &C.	[179, 1492, 321, 1516]
star-title: STAR PANTORIUM	[1237, 799, 1372, 845]
raynor-photo	[1209, 652, 1294, 758]
paragraph: What do you find in The Star?	[1007, 367, 1173, 381]
poem-line: We've lived within a mighty age;	[590, 836, 771, 849]
subscribe-line: Subscribe to the Star.	[1036, 2159, 1162, 2172]
